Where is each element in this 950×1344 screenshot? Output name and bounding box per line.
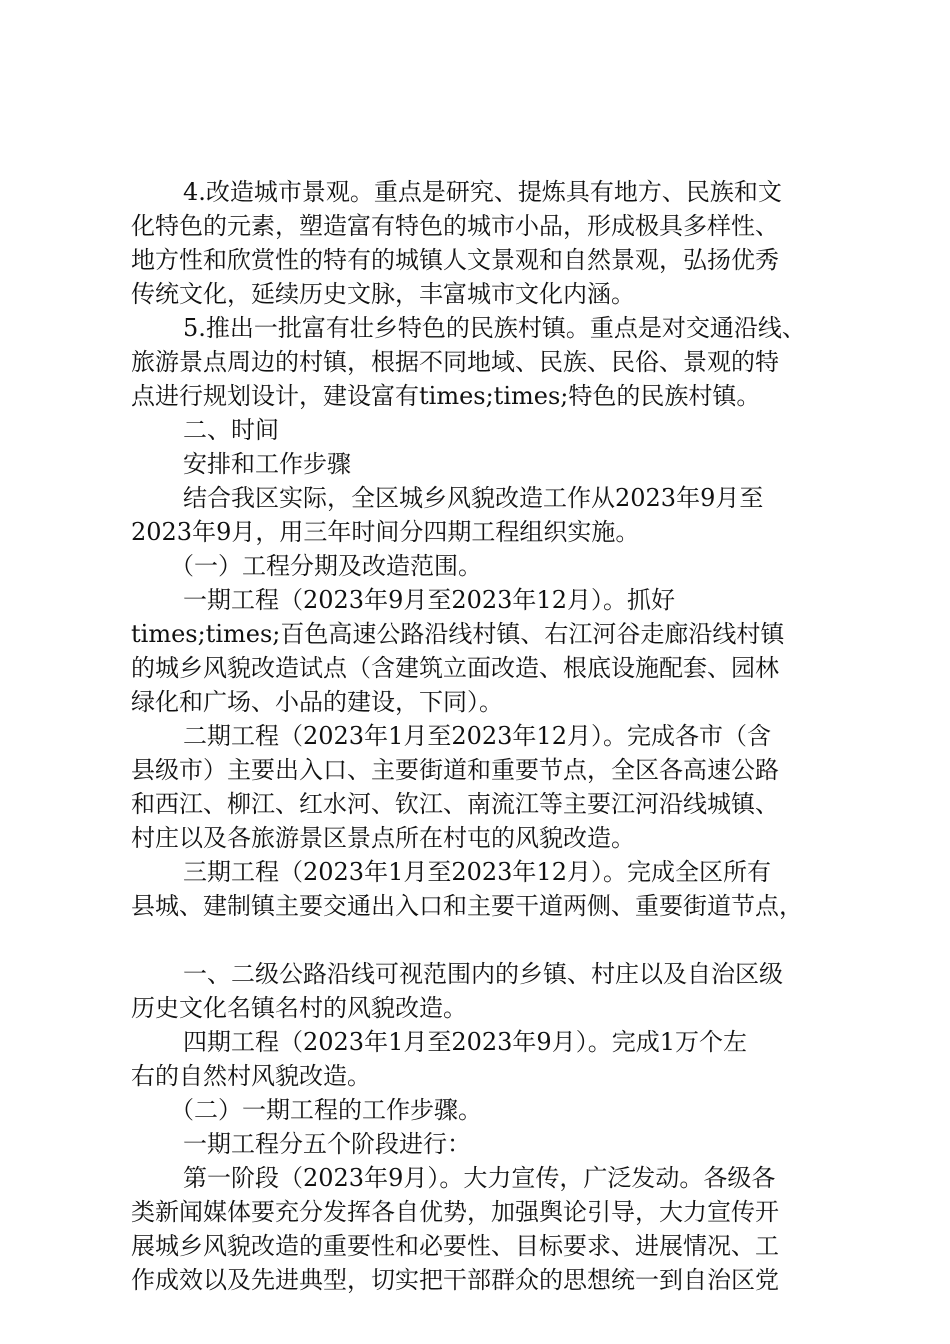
text-line: 类新闻媒体要充分发挥各自优势，加强舆论引导，大力宣传开 [131,1198,779,1226]
text-line: 一期工程（2023年9月至2023年12月）。抓好 [183,586,675,614]
text-line: 5.推出一批富有壮乡特色的民族村镇。重点是对交通沿线、 [183,314,806,342]
text-line: 展城乡风貌改造的重要性和必要性、目标要求、进展情况、工 [131,1232,779,1260]
text-line: 第一阶段（2023年9月）。大力宣传，广泛发动。各级各 [183,1164,776,1192]
text-line: 历史文化名镇名村的风貌改造。 [131,994,467,1022]
text-line: 传统文化，延续历史文脉，丰富城市文化内涵。 [131,280,635,308]
text-line: 右的自然村风貌改造。 [131,1062,371,1090]
text-line: 结合我区实际，全区城乡风貌改造工作从2023年9月至 [183,484,764,512]
text-line: times;times;百色高速公路沿线村镇、右江河谷走廊沿线村镇 [131,620,785,648]
subsection-heading: （二）一期工程的工作步骤。 [170,1096,482,1124]
text-line: 点进行规划设计，建设富有times;times;特色的民族村镇。 [131,382,761,410]
text-line: 化特色的元素，塑造富有特色的城市小品，形成极具多样性、 [131,212,779,240]
text-line: 村庄以及各旅游景区景点所在村屯的风貌改造。 [131,824,635,852]
subsection-heading: （一）工程分期及改造范围。 [170,552,482,580]
text-line: 四期工程（2023年1月至2023年9月）。完成1万个左 [183,1028,747,1056]
text-line: 县城、建制镇主要交通出入口和主要干道两侧、重要街道节点， [131,892,803,920]
text-line: 绿化和广场、小品的建设，下同）。 [131,688,503,716]
text-line: 4.改造城市景观。重点是研究、提炼具有地方、民族和文 [183,178,782,206]
text-line: 旅游景点周边的村镇，根据不同地域、民族、民俗、景观的特 [131,348,779,376]
text-line: 一、二级公路沿线可视范围内的乡镇、村庄以及自治区级 [183,960,783,988]
text-line: 县级市）主要出入口、主要街道和重要节点，全区各高速公路 [131,756,779,784]
section-heading: 二、时间 [183,416,279,444]
text-line: 的城乡风貌改造试点（含建筑立面改造、根底设施配套、园林 [131,654,779,682]
text-line: 作成效以及先进典型，切实把干部群众的思想统一到自治区党 [131,1266,779,1294]
text-line: 和西江、柳江、红水河、钦江、南流江等主要江河沿线城镇、 [131,790,779,818]
text-line: 一期工程分五个阶段进行： [183,1130,471,1158]
text-line: 地方性和欣赏性的特有的城镇人文景观和自然景观，弘扬优秀 [131,246,779,274]
text-line: 二期工程（2023年1月至2023年12月）。完成各市（含 [183,722,771,750]
text-line: 2023年9月，用三年时间分四期工程组织实施。 [131,518,640,546]
text-line: 三期工程（2023年1月至2023年12月）。完成全区所有 [183,858,771,886]
section-heading: 安排和工作步骤 [183,450,351,478]
